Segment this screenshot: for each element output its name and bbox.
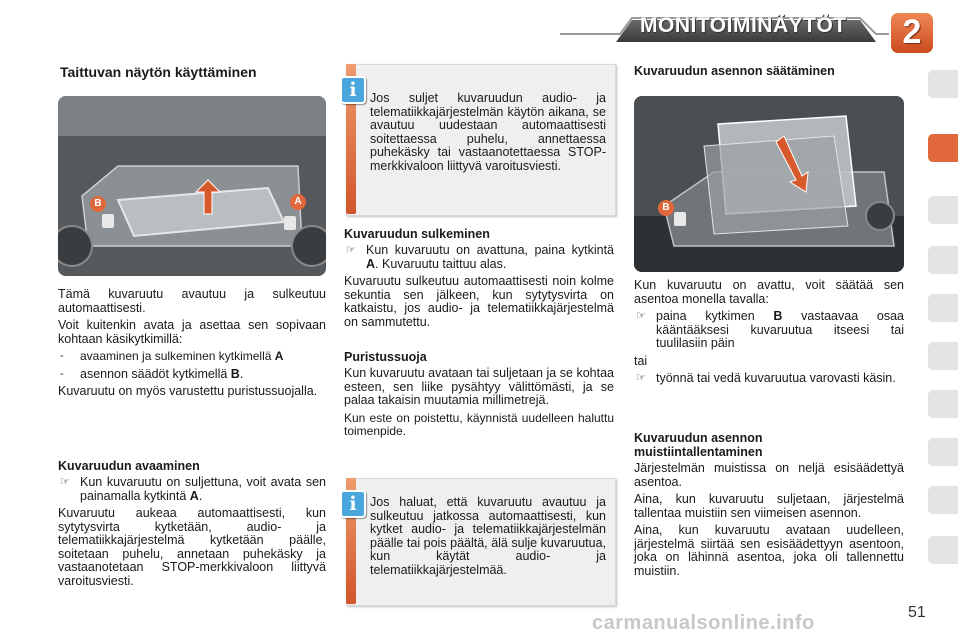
bullet-hand-icon: ☞ [636, 372, 646, 384]
memory-paragraph-1: Järjestelmän muistissa on neljä esisäädettyä asentoa. [634, 461, 904, 489]
adjust-bullet-1-key: B [773, 309, 783, 323]
adjust-paragraph: Kun kuvaruutu on avattu, voit säätää sen asentoa monella tavalla: [634, 278, 904, 306]
memory-paragraph-3: Aina, kun kuvaruutu avataan uudelleen, järjestelmä siirtää sen esisäädettyyn asentoon, joka on lähinnä asentoa, joka oli tallennettu muistiin. [634, 523, 904, 578]
section-title-pinch-protection: Puristussuoja [344, 350, 427, 364]
bullet-hand-icon: ☞ [636, 310, 646, 322]
closing-bullet-key: A [366, 256, 376, 271]
memory-paragraph-2: Aina, kun kuvaruutu suljetaan, järjestelmä tallentaa muistiin sen viimeisen asennon. [634, 492, 904, 520]
chapter-tab-3[interactable] [928, 196, 958, 224]
adjust-section [634, 279, 904, 386]
list-key: A [274, 349, 284, 363]
pinch-paragraph: Kun kuvaruutu avataan tai suljetaan ja se kohtaa esteen, sen liike pysähtyy välittömästi, ja se palaa takaisin muutamia millimetrejä. [344, 366, 614, 407]
chapter-tab-9[interactable] [928, 486, 958, 514]
header-title: MONITOIMINÄYTÖT [640, 14, 847, 37]
section-title-adjust-position: Kuvaruudun asennon säätäminen [634, 64, 835, 78]
section-title-opening: Kuvaruudun avaaminen [58, 459, 200, 473]
figure-label-b: B [658, 200, 674, 216]
pinch-note: Kun este on poistettu, käynnistä uudelleen haluttu toimenpide. [344, 410, 614, 438]
intro-paragraph-1: Tämä kuvaruutu avautuu ja sulkeutuu automaattisesti. [58, 287, 326, 315]
info-icon: i [340, 76, 366, 104]
info-icon: i [340, 490, 366, 518]
figure-label-a: A [290, 194, 306, 210]
dashboard-illustration [58, 96, 326, 276]
section-title-memory: Kuvaruudun asennon muistiintallentaminen [634, 431, 763, 459]
info-text-bottom: Jos haluat, että kuvaruutu avautuu ja sulkeutuu jatkossa automaattisesti, kun kytket audio- ja telematiikkajärjestelmän päälle tai pois päältä, älä sulje kuvaruutua, kun käytät audio- ja telematiikkajärjestelmää. [370, 495, 606, 577]
or-text: tai [634, 353, 648, 368]
opening-bullet [58, 476, 326, 503]
adjust-bullet-2-text: työnnä tai vedä kuvaruutua varovasti käsin. [656, 371, 896, 385]
list-item [58, 368, 326, 382]
section-title-closing: Kuvaruudun sulkeminen [344, 227, 490, 241]
chapter-tab-7[interactable] [928, 390, 958, 418]
screen-tilt-illustration [634, 96, 904, 272]
memory-section [634, 462, 904, 578]
left-intro [58, 288, 326, 399]
chapter-tab-5[interactable] [928, 294, 958, 322]
list-key: B [230, 366, 240, 381]
section-title-foldable-screen: Taittuvan näytön käyttäminen [60, 64, 257, 80]
opening-bullet-suffix: . [198, 488, 203, 503]
page-number: 51 [908, 604, 926, 621]
chapter-tab-10[interactable] [928, 536, 958, 564]
opening-bullet-key: A [189, 488, 199, 503]
chapter-number: 2 [902, 13, 922, 51]
list-suffix: . [239, 366, 244, 381]
chapter-tab-8[interactable] [928, 438, 958, 466]
list-dash: - [60, 367, 64, 380]
bullet-hand-icon: ☞ [60, 476, 70, 488]
chapter-tab-4[interactable] [928, 246, 958, 274]
dashboard-photo-right [634, 96, 904, 272]
chapter-tab-2[interactable] [928, 134, 958, 162]
list-text: avaaminen ja sulkeminen kytkimellä [80, 349, 272, 363]
closing-paragraph: Kuvaruutu sulkeutuu automaattisesti noin kolme sekuntia sen jälkeen, kun sytytysvirta on katkaistu, jos audio- ja telematiikkajärjestelmä on sammutettu. [344, 274, 614, 329]
closing-bullet-text: Kun kuvaruutu on avattuna, paina kytkintä [366, 243, 614, 257]
closing-section [344, 244, 614, 329]
adjust-bullet-1-text: paina kytkimen [656, 309, 755, 323]
adjust-bullet-2 [634, 372, 904, 386]
adjust-bullet-1 [634, 310, 904, 351]
watermark: carmanualsonline.info [592, 612, 815, 634]
figure-label-b: B [90, 196, 106, 212]
opening-section [58, 476, 326, 588]
closing-bullet-suffix: . Kuvaruutu taittuu alas. [375, 256, 507, 271]
intro-paragraph-3: Kuvaruutu on myös varustettu puristussuojalla. [58, 384, 318, 398]
intro-paragraph-2: Voit kuitenkin avata ja asettaa sen sopivaan kohtaan käsikytkimillä: [58, 318, 326, 346]
chapter-tab-strip [924, 66, 960, 576]
opening-paragraph: Kuvaruutu aukeaa automaattisesti, kun sytytysvirta kytketään, audio- ja telematiikkajärjestelmä kytketään päälle, soitetaan puhelu, annetaan puhekäsky ja vastaanotetaan STOP-merkkivaloon liittyvä varoitusviesti. [58, 506, 326, 588]
chapter-tab-1[interactable] [928, 70, 958, 98]
chapter-tab-6[interactable] [928, 342, 958, 370]
opening-bullet-text: Kun kuvaruutu on suljettuna, voit avata sen painamalla kytkintä [80, 475, 326, 503]
list-text: asennon säädöt kytkimellä [80, 366, 228, 381]
closing-bullet [344, 244, 614, 271]
list-item [58, 350, 326, 364]
pinch-section [344, 367, 614, 439]
adjust-bullet-1-rest: vastaavaa osaa kääntääksesi kuvaruutua itseesi tai tuulilasiin päin [656, 309, 904, 350]
info-text-top: Jos suljet kuvaruudun audio- ja telematiikkajärjestelmän käytön aikana, se avautuu uudestaan automaattisesti soitettaessa puhelu, annettaessa puhekäsky tai vastaanotettaessa STOP-merkkivaloon liittyvä varoitusviesti. [370, 91, 606, 173]
list-dash: - [60, 350, 64, 362]
dashboard-photo-left [58, 96, 326, 276]
bullet-hand-icon: ☞ [346, 244, 356, 256]
